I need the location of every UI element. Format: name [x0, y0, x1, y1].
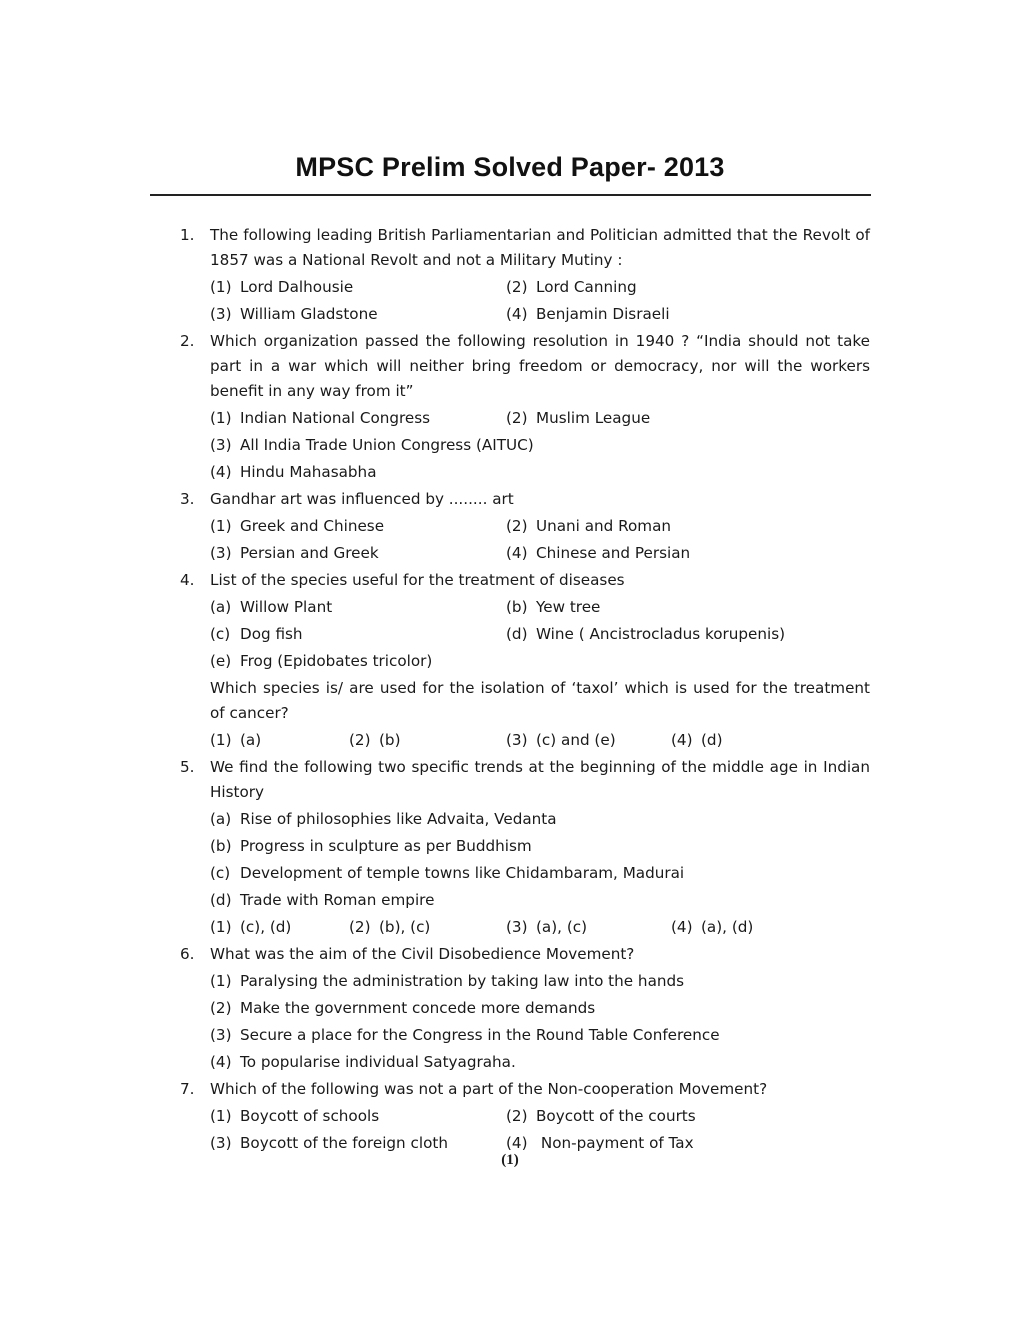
option: (1) (a) [210, 731, 262, 749]
question-number: 1. [180, 226, 195, 244]
option: (4) Benjamin Disraeli [506, 305, 670, 323]
question-number: 7. [180, 1080, 195, 1098]
list-item: (d) Wine ( Ancistrocladus korupenis) [506, 625, 786, 643]
question-stem: Which species is/ are used for the isolation of ‘taxol’ which is used for the treatment of cancer? [210, 679, 870, 722]
option: (1) (c), (d) [210, 918, 292, 936]
option: (1) Indian National Congress [210, 409, 431, 427]
question-2 [178, 328, 870, 486]
option: (1) Lord Dalhousie [210, 278, 354, 296]
question-number: 2. [180, 332, 195, 350]
question-text: Which of the following was not a part of the Non-cooperation Movement? [210, 1080, 768, 1098]
option: (4) (d) [671, 731, 723, 749]
option: (4) Hindu Mahasabha [210, 463, 377, 481]
title-divider [150, 194, 871, 196]
question-5 [178, 754, 870, 941]
list-item: (d) Trade with Roman empire [210, 891, 435, 909]
question-number: 4. [180, 571, 195, 589]
question-number: 5. [180, 758, 195, 776]
question-1 [178, 222, 870, 328]
question-4 [178, 567, 870, 754]
question-6 [178, 941, 870, 1076]
option: (1) Greek and Chinese [210, 517, 385, 535]
option: (3) Secure a place for the Congress in the Round Table Conference [210, 1026, 720, 1044]
option: (2) (b) [349, 731, 401, 749]
option: (4) To popularise individual Satyagraha. [210, 1053, 516, 1071]
question-text: We find the following two specific trends at the beginning of the middle age in Indian History [210, 758, 870, 801]
option: (2) Lord Canning [506, 278, 637, 296]
question-7 [178, 1076, 870, 1157]
option: (2) Muslim League [506, 409, 651, 427]
option: (3) William Gladstone [210, 305, 378, 323]
option: (2) (b), (c) [349, 918, 431, 936]
option: (1) Boycott of schools [210, 1107, 380, 1125]
question-text: Gandhar art was influenced by ........ art [210, 490, 514, 508]
list-item: (b) Yew tree [506, 598, 601, 616]
option: (2) Boycott of the courts [506, 1107, 696, 1125]
option: (4) Non-payment of Tax [506, 1134, 694, 1152]
option: (3) (c) and (e) [506, 731, 616, 749]
option: (3) (a), (c) [506, 918, 588, 936]
question-list [178, 222, 870, 1157]
list-item: (a) Willow Plant [210, 598, 333, 616]
question-text: What was the aim of the Civil Disobedience Movement? [210, 945, 635, 963]
option: (4) (a), (d) [671, 918, 754, 936]
option: (3) Persian and Greek [210, 544, 379, 562]
list-item: (e) Frog (Epidobates tricolor) [210, 652, 433, 670]
option: (1) Paralysing the administration by taking law into the hands [210, 972, 685, 990]
question-text: List of the species useful for the treatment of diseases [210, 571, 625, 589]
option: (3) All India Trade Union Congress (AITUC) [210, 436, 534, 454]
option: (2) Unani and Roman [506, 517, 672, 535]
list-item: (c) Dog fish [210, 625, 303, 643]
page-title: MPSC Prelim Solved Paper- 2013 [295, 152, 725, 182]
list-item: (a) Rise of philosophies like Advaita, Vedanta [210, 810, 557, 828]
option: (4) Chinese and Persian [506, 544, 691, 562]
list-item: (c) Development of temple towns like Chidambaram, Madurai [210, 864, 685, 882]
question-number: 6. [180, 945, 195, 963]
question-number: 3. [180, 490, 195, 508]
question-text: Which organization passed the following resolution in 1940 ? “India should not take part in a war which will neither bring freedom or democracy, nor will the workers benefit in any way from it” [210, 332, 870, 400]
question-text: The following leading British Parliamentarian and Politician admitted that the Revolt of 1857 was a National Revolt and not a Military Mutiny : [210, 226, 870, 269]
list-item: (b) Progress in sculpture as per Buddhism [210, 837, 532, 855]
option: (3) Boycott of the foreign cloth [210, 1134, 448, 1152]
page-number: (1) [501, 1152, 519, 1168]
question-3 [178, 486, 870, 567]
option: (2) Make the government concede more demands [210, 999, 596, 1017]
